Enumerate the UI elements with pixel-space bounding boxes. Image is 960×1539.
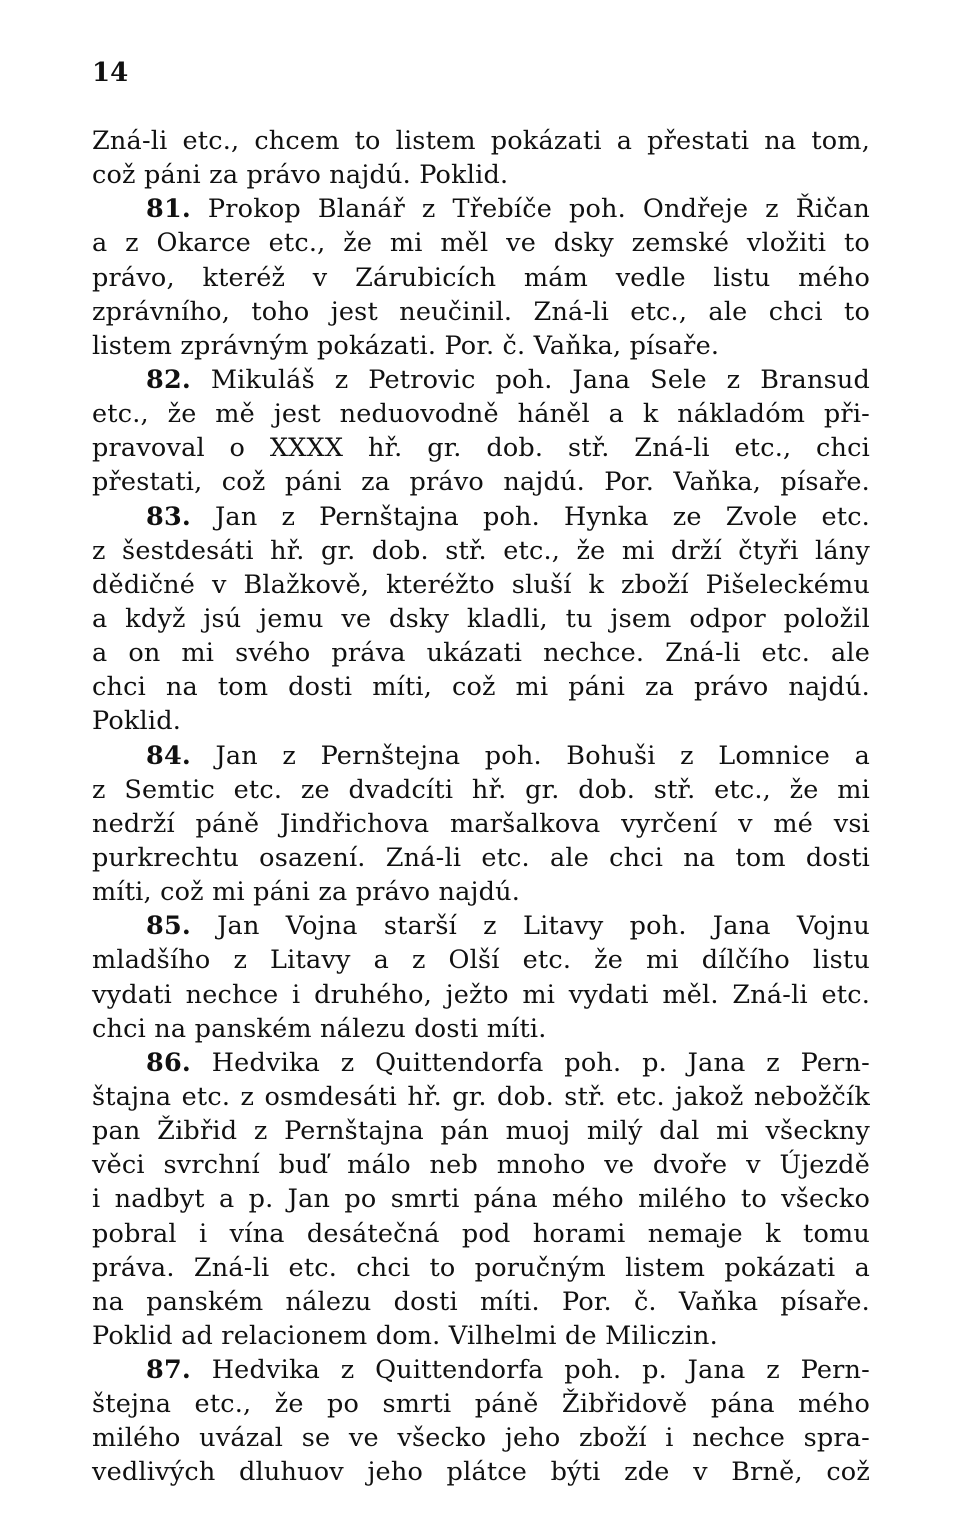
line-text: štajna etc. z osmdesáti hř. gr. dob. stř. etc. jakož nebožčík xyxy=(92,1081,870,1112)
text-line xyxy=(92,1080,870,1114)
line-text: nedrží páně Jindřichova maršalkova vyrčení v mé vsi xyxy=(92,808,870,839)
line-text: Hedvika z Quittendorfa poh. p. Jana z Pern- xyxy=(211,1355,870,1386)
line-text: etc., že mě jest neduovodně háněl a k nákladóm při- xyxy=(92,399,870,430)
text-line xyxy=(92,1421,870,1455)
text-line xyxy=(92,124,870,158)
line-text: na panském nálezu dosti míti. Por. č. Vaňka písaře. xyxy=(92,1286,870,1317)
text-line xyxy=(92,807,870,841)
line-text: a z Okarce etc., že mi měl ve dsky zemské vložiti to xyxy=(92,228,870,259)
line-text: Zná-li etc., chcem to listem pokázati a přestati na tom, xyxy=(92,126,870,156)
entry-number: 83. xyxy=(146,501,191,532)
line-text: právo, kteréž v Zárubicích mám vedle listu mého xyxy=(92,262,870,293)
line-text: Poklid ad relacionem dom. Vilhelmi de Miliczin. xyxy=(92,1320,718,1351)
line-text: Mikuláš z Petrovic poh. Jana Sele z Bransud xyxy=(210,364,870,395)
line-text: a když jsú jemu ve dsky kladli, tu jsem odpor položil xyxy=(92,603,870,634)
text-line xyxy=(92,1285,870,1319)
line-text: vedlivých dluhuov jeho plátce býti zde v Brně, což xyxy=(92,1457,870,1488)
page-number: 14 xyxy=(92,58,129,88)
text-line xyxy=(92,875,870,909)
text-line xyxy=(92,465,870,499)
line-text: chci na tom dosti míti, což mi páni za právo najdú. xyxy=(92,672,870,703)
entry-number: 84. xyxy=(146,740,191,771)
line-text: Prokop Blanář z Třebíče poh. Ondřeje z Řičan xyxy=(207,194,870,225)
text-line xyxy=(92,1387,870,1421)
line-text: milého uvázal se ve všecko jeho zboží i nechce spra- xyxy=(92,1423,870,1454)
entry-number: 86. xyxy=(146,1047,191,1078)
text-line xyxy=(92,158,870,192)
entry-number: 81. xyxy=(146,194,191,225)
line-text: zprávního, toho jest neučinil. Zná-li etc., ale chci to xyxy=(92,296,870,327)
text-line xyxy=(92,670,870,704)
text-line xyxy=(92,636,870,670)
line-text: přestati, což páni za právo najdú. Por. Vaňka, písaře. xyxy=(92,467,870,498)
line-text: purkrechtu osazení. Zná-li etc. ale chci na tom dosti xyxy=(92,842,870,873)
text-line xyxy=(92,602,870,636)
entry-start-line xyxy=(92,1353,870,1387)
body-text xyxy=(92,124,870,1490)
line-text: dědičné v Blažkově, kteréžto sluší k zboží Pišeleckému xyxy=(92,569,870,600)
entry-start-line xyxy=(92,909,870,943)
line-text: Jan z Pernštajna poh. Hynka ze Zvole etc. xyxy=(215,501,870,532)
entry-start-line xyxy=(92,192,870,226)
text-line xyxy=(92,1148,870,1182)
line-text: Hedvika z Quittendorfa poh. p. Jana z Pern- xyxy=(211,1047,870,1078)
line-text: mladšího z Litavy a z Olší etc. že mi dílčího listu xyxy=(92,945,870,976)
text-line xyxy=(92,1182,870,1216)
text-line xyxy=(92,704,870,738)
text-line xyxy=(92,841,870,875)
line-text: míti, což mi páni za právo najdú. xyxy=(92,877,521,908)
line-text: práva. Zná-li etc. chci to poručným listem pokázati a xyxy=(92,1252,870,1283)
text-line xyxy=(92,1012,870,1046)
entry-number: 85. xyxy=(146,911,191,942)
line-text: pan Žibřid z Pernštajna pán muoj milý dal mi všeckny xyxy=(92,1116,870,1147)
line-text: štejna etc., že po smrti páně Žibřidově pána mého xyxy=(92,1389,870,1420)
text-line xyxy=(92,295,870,329)
line-text: Jan Vojna starší z Litavy poh. Jana Vojnu xyxy=(217,911,870,942)
entry-number: 82. xyxy=(146,364,191,395)
line-text: pravoval o XXXX hř. gr. dob. stř. Zná-li etc., chci xyxy=(92,433,870,464)
text-line xyxy=(92,261,870,295)
line-text: a on mi svého práva ukázati nechce. Zná-li etc. ale xyxy=(92,638,870,669)
text-line xyxy=(92,431,870,465)
line-text: Poklid. xyxy=(92,706,182,737)
text-line xyxy=(92,1251,870,1285)
entry-start-line xyxy=(92,739,870,773)
text-line xyxy=(92,1455,870,1489)
line-text: i nadbyt a p. Jan po smrti pána mého milého to všecko xyxy=(92,1184,870,1215)
text-line xyxy=(92,1319,870,1353)
entry-number: 87. xyxy=(146,1355,191,1386)
entry-start-line xyxy=(92,500,870,534)
entry-start-line xyxy=(92,363,870,397)
text-line xyxy=(92,534,870,568)
text-line xyxy=(92,978,870,1012)
line-text: z šestdesáti hř. gr. dob. stř. etc., že mi drží čtyři lány xyxy=(92,535,870,566)
text-line xyxy=(92,1114,870,1148)
line-text: listem zprávným pokázati. Por. č. Vaňka, písaře. xyxy=(92,330,720,361)
text-line xyxy=(92,1217,870,1251)
text-line xyxy=(92,397,870,431)
line-text: Jan z Pernštejna poh. Bohuši z Lomnice a xyxy=(215,740,870,771)
line-text: vydati nechce i druhého, ježto mi vydati měl. Zná-li etc. xyxy=(92,979,870,1010)
text-line xyxy=(92,226,870,260)
entry-start-line xyxy=(92,1046,870,1080)
line-text: pobral i vína desátečná pod horami nemaje k tomu xyxy=(92,1218,870,1249)
text-line xyxy=(92,773,870,807)
text-line xyxy=(92,568,870,602)
text-line xyxy=(92,943,870,977)
text-line xyxy=(92,329,870,363)
line-text: což páni za právo najdú. Poklid. xyxy=(92,160,509,191)
line-text: věci svrchní buď málo neb mnoho ve dvoře v Újezdě xyxy=(92,1150,870,1181)
line-text: z Semtic etc. ze dvadcíti hř. gr. dob. stř. etc., že mi xyxy=(92,774,870,805)
line-text: chci na panském nálezu dosti míti. xyxy=(92,1013,547,1044)
